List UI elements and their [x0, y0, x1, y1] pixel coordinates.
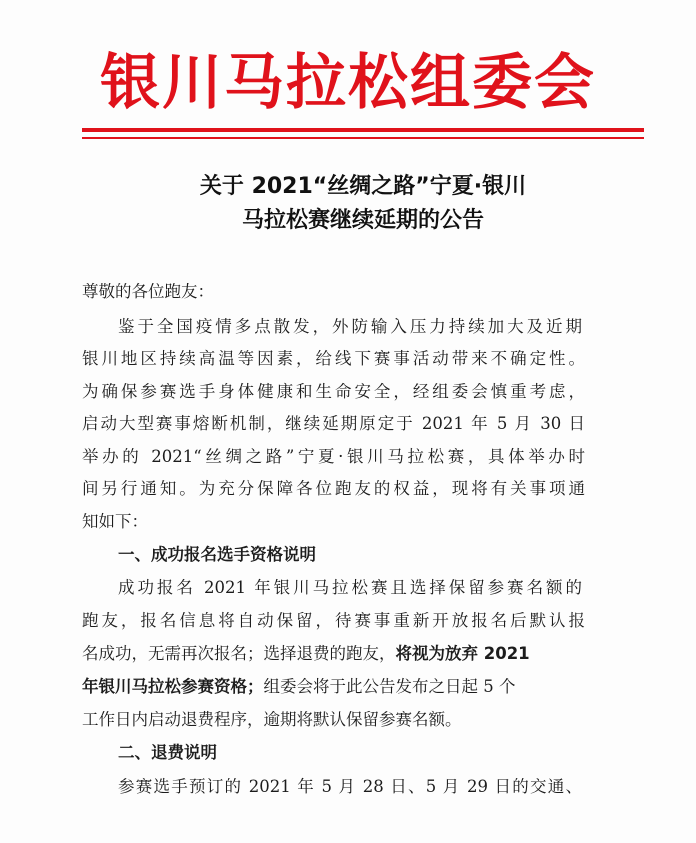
section-1-heading: 一、成功报名选手资格说明 [118, 545, 316, 564]
section-1-line-4-emphasis: 年银川马拉松参赛资格； [82, 677, 264, 696]
section-1-line-3 [82, 642, 585, 666]
section-1-line-4-text: 组委会将于此公告发布之日起 5 个 [263, 677, 516, 696]
intro-line-5: 举办的 2021“丝绸之路”宁夏·银川马拉松赛，具体举办时 [82, 447, 585, 466]
section-2-heading: 二、退费说明 [118, 743, 217, 762]
section-1-line-2: 跑友，报名信息将自动保留，待赛事重新开放报名后默认报 [82, 611, 585, 630]
letterhead-rule-thin [82, 137, 644, 139]
section-2-line-1: 参赛选手预订的 2021 年 5 月 28 日、5 月 29 日的交通、 [118, 777, 582, 796]
intro-line-7: 知如下： [82, 512, 148, 531]
intro-line-6: 间另行通知。为充分保障各位跑友的权益，现将有关事项通 [82, 479, 585, 498]
organization-letterhead: 银川马拉松组委会 [100, 48, 596, 118]
intro-line-1: 鉴于全国疫情多点散发，外防输入压力持续加大及近期 [118, 317, 582, 336]
section-1-line-3-text: 名成功，无需再次报名；选择退费的跑友， [82, 644, 396, 663]
notice-title-line-2: 马拉松赛继续延期的公告 [241, 208, 484, 233]
salutation: 尊敬的各位跑友： [82, 282, 214, 301]
section-1-line-5: 工作日内启动退费程序，逾期将默认保留参赛名额。 [82, 710, 462, 729]
letterhead-rule-thick [82, 128, 644, 132]
intro-line-4: 启动大型赛事熔断机制，继续延期原定于 2021 年 5 月 30 日 [82, 414, 585, 433]
intro-line-3: 为确保参赛选手身体健康和生命安全，经组委会慎重考虑， [82, 382, 585, 401]
section-1-line-3-emphasis: 将视为放弃 2021 [395, 644, 530, 663]
section-1-line-1: 成功报名 2021 年银川马拉松赛且选择保留参赛名额的 [118, 578, 582, 597]
notice-title-line-1: 关于 2021“丝绸之路”宁夏·银川 [199, 174, 527, 199]
section-1-line-4 [82, 675, 585, 699]
intro-line-2: 银川地区持续高温等因素，给线下赛事活动带来不确定性。 [82, 349, 585, 368]
